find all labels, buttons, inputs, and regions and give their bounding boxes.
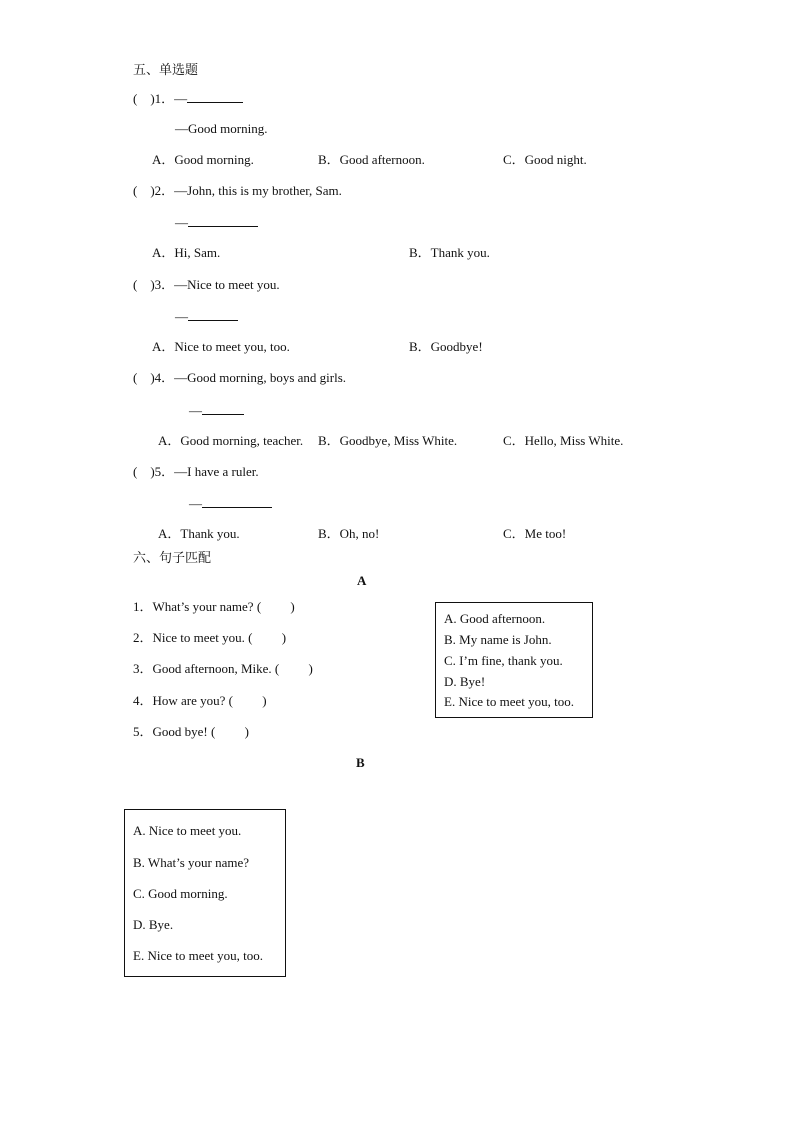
q1-option-a: A．Good morning. (152, 152, 254, 167)
q3-option-a: A．Nice to meet you, too. (152, 339, 290, 354)
question-2-reply (175, 214, 258, 231)
question-2-prompt: ( )2．—John, this is my brother, Sam. (133, 183, 342, 198)
q1-option-c: C．Good night. (503, 152, 587, 167)
part-a-label: A (357, 573, 367, 588)
match-item-5: 5．Good bye! ( ) (133, 724, 249, 739)
q5-option-c: C．Me too! (503, 526, 567, 541)
answer-blank (188, 308, 238, 321)
question-4-prompt: ( )4．—Good morning, boys and girls. (133, 370, 347, 385)
answer-blank (202, 402, 244, 415)
part-a-option-d: D. Bye! (444, 674, 486, 689)
part-b-option-b: B. What’s your name? (133, 855, 250, 870)
question-1 (133, 90, 243, 107)
match-item-3: 3．Good afternoon, Mike. ( ) (133, 661, 313, 676)
q1-option-b: B．Good afternoon. (318, 152, 425, 167)
part-b-options-box (124, 809, 286, 977)
part-b-option-a: A. Nice to meet you. (133, 823, 242, 838)
q2-option-a: A．Hi, Sam. (152, 245, 221, 260)
question-4-reply (189, 402, 244, 419)
q5-option-a: A．Thank you. (158, 526, 240, 541)
part-b-option-c: C. Good morning. (133, 886, 228, 901)
answer-blank (188, 214, 258, 227)
question-1-prompt: ( )1．— (133, 91, 188, 106)
question-3-prompt: ( )3．—Nice to meet you. (133, 277, 280, 292)
question-5-prompt: ( )5．—I have a ruler. (133, 464, 259, 479)
section-5-title: 五、单选题 (133, 63, 199, 78)
match-item-2: 2．Nice to meet you. ( ) (133, 630, 287, 645)
question-3-reply (175, 308, 238, 325)
q4-option-a: A．Good morning, teacher. (158, 433, 304, 448)
part-a-option-e: E. Nice to meet you, too. (444, 694, 574, 709)
question-1-reply: —Good morning. (175, 121, 268, 136)
q5-option-b: B．Oh, no! (318, 526, 380, 541)
reply-dash: — (175, 309, 188, 324)
reply-dash: — (175, 215, 188, 230)
reply-dash: — (189, 403, 202, 418)
reply-dash: — (189, 496, 202, 511)
part-a-option-c: C. I’m fine, thank you. (444, 653, 563, 668)
match-item-1: 1．What’s your name? ( ) (133, 599, 295, 614)
part-a-option-b: B. My name is John. (444, 632, 552, 647)
part-b-option-d: D. Bye. (133, 917, 174, 932)
question-5-reply (189, 495, 272, 512)
answer-blank (202, 495, 272, 508)
part-a-option-a: A. Good afternoon. (444, 611, 546, 626)
part-a-options-box (435, 602, 593, 718)
part-b-option-e: E. Nice to meet you, too. (133, 948, 263, 963)
part-b-label: B (356, 755, 365, 770)
q2-option-b: B．Thank you. (409, 245, 490, 260)
q4-option-b: B．Goodbye, Miss White. (318, 433, 458, 448)
q3-option-b: B．Goodbye! (409, 339, 483, 354)
section-6-title: 六、句子匹配 (133, 551, 212, 566)
match-item-4: 4．How are you? ( ) (133, 693, 267, 708)
q4-option-c: C．Hello, Miss White. (503, 433, 624, 448)
answer-blank (187, 90, 243, 103)
